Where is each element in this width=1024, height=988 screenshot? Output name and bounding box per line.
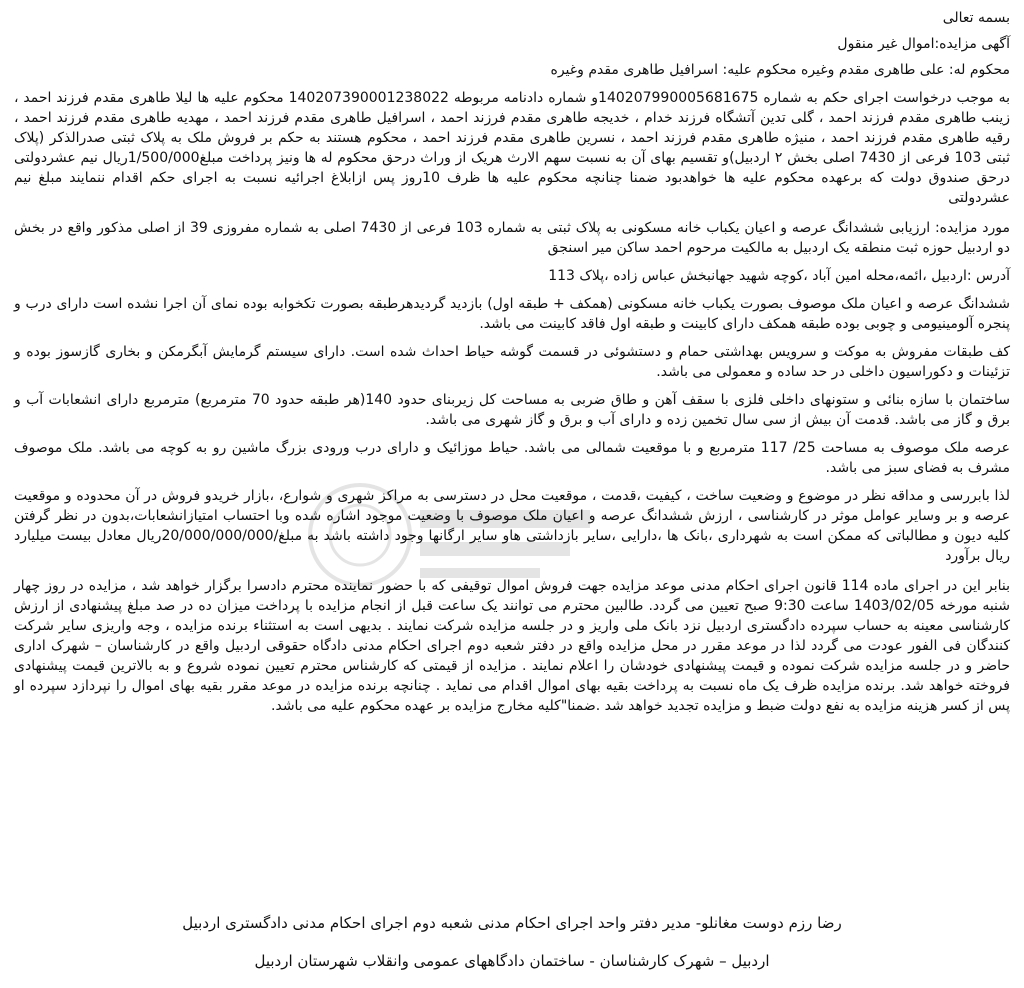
header: [14, 8, 1010, 80]
parties: محکوم له: علی طاهری مقدم وغیره محکوم علیه: اسرافیل طاهری مقدم وغیره: [550, 62, 1010, 78]
footer: [14, 912, 1010, 988]
paragraph-structure: ساختمان با سازه بنائی و ستونهای داخلی فلزی با سقف آهن و طاق ضربی به مساحت کل زیربنای حدود 140(هر طبقه حدود 70 مترمربع) مترمربع دارای انشعابات آب و برق و گاز می باشد. قدمت آن بیش از سی سال تخمین زده و دارای آب و برق و گاز شهری می باشد.: [14, 392, 1010, 428]
paragraph-execution-request: به موجب درخواست اجرای حکم به شماره 140207990005681675و شماره دادنامه مربوطه 140207390001238022 محکوم علیه ها لیلا طاهری مقدم فرزند احمد ، زینب طاهری مقدم فرزند احمد ، گلی تدین آتشگاه فرزند خدام ، خدیجه طاهری مقدم فرزند احمد ، اسرافیل طاهری مقدم فرزند احمد ، مهدیه طاهری مقدم فرزند احمد ، رقیه طاهری مقدم فرزند احمد ، منیژه طاهری مقدم فرزند احمد ، نسرین طاهری مقدم فرزند احمد ، محکوم هستند به حکم بر فروش ملک به پلاک ثبتی صدرالذکر (پلاک ثبتی 103 فرعی از 7430 اصلی بخش ۲ اردبیل)و تقسیم بهای آن به نسبت سهم الارث هریک از وراث درحق محکوم له ها ونیز پرداخت مبلغ1/500/000ریال نیم عشردولتی درحق صندوق دولت که برعهده محکوم علیه ها خواهدبود ضمنا چنانچه محکوم علیه ها ظرف 10روز پس ازابلاغ اجرائیه نسبت به اجرای حکم اقدام ننمایند مبلغ نیم عشردولتی: [14, 90, 1010, 206]
notice-title: آگهی مزایده:اموال غیر منقول: [837, 36, 1010, 52]
paragraph-building-description: ششدانگ عرصه و اعیان ملک موصوف بصورت یکباب خانه مسکونی (همکف + طبقه اول) بازدید گردیدهرطبقه بصورت تکخوابه بوده نمای آن اجرا نشده است دارای درب و پنجره آلومینیومی و چوبی بوده طبقه همکف دارای کابینت و طبقه اول فاقد کابینت می باشد.: [14, 296, 1010, 332]
paragraph-auction-subject: مورد مزایده: ارزیابی ششدانگ عرصه و اعیان یکباب خانه مسکونی به پلاک ثبتی به شماره 103 فرعی از 7430 اصلی به شماره مفروزی 39 از اصلی مذکور واقع در بخش دو اردبیل حوزه ثبت منطقه یک اردبیل به مالکیت مرحوم احمد ساکن میر اسنجق: [14, 220, 1010, 256]
footer-address: اردبیل – شهرک کارشناسان - ساختمان دادگاههای عمومی وانقلاب شهرستان اردبیل: [254, 952, 770, 970]
paragraph-auction-terms: بنابر این در اجرای ماده 114 قانون اجرای احکام مدنی موعد مزایده جهت فروش اموال توقیفی که با حضور نماینده محترم دادسرا برگزار خواهد شد ، مزایده در روز چهار شنبه مورخه 1403/02/05 ساعت 9:30 صبح تعیین می گردد. طالبین محترم می توانند یک ساعت قبل از انجام مزایده با پرداخت میزان ده در صد مبلغ پیشنهادی از ارزش کارشناسی معینه به حساب سپرده دادگستری اردبیل نزد بانک ملی واریز و در جلسه مزایده شرکت نمایند . بدیهی است به استثناء برنده مزایده ، وجه واریزی سایر شرکت کنندگان فی الفور عودت می گردد لذا در موعد مقرر در محل مزایده واقع در دفتر شعبه دوم اجرای احکام مدنی دادگاه حقوقی اردبیل واقع در کارشناسان – شهرک اداری حاضر و در جلسه مزایده شرکت نموده و قیمت پیشنهادی خودشان را اعلام نمایند . مزایده از قیمتی که کارشناس محترم تعیین نموده شروع و به بالاترین قیمت پیشنهادی فروخته خواهد شد. برنده مزایده ظرف یک ماه نسبت به پرداخت بقیه بهای اموال اقدام می نماید . چنانچه برنده مزایده در موعد مقرر بقیه بهای اموال را نپردازد سپرده او پس از کسر هزینه مزایده به نفع دولت ضبط و مزایده تجدید خواهد شد .ضمنا"کلیه مخارج مزایده بر عهده محکوم علیه می باشد.: [14, 578, 1011, 714]
paragraph-floors-utilities: کف طبقات مفروش به موکت و سرویس بهداشتی حمام و دستشوئی در قسمت گوشه حیاط احداث شده است. دارای سیستم گرمایش آبگرمکن و بخاری گازسوز بوده و تزئینات و دکوراسیون داخلی در حد ساده و معمولی می باشد.: [14, 344, 1010, 380]
paragraph-address: آدرس :اردبیل ،ائمه،محله امین آباد ،کوچه شهید جهانبخش عباس زاده ،پلاک 113: [548, 268, 1010, 284]
signatory: رضا رزم دوست مغانلو- مدیر دفتر واحد اجرای احکام مدنی شعبه دوم اجرای احکام مدنی دادگستری اردبیل: [182, 914, 842, 932]
invocation: بسمه تعالی: [942, 10, 1010, 26]
paragraph-land-area: عرصه ملک موصوف به مساحت 25/ 117 مترمربع و با موقعیت شمالی می باشد. حیاط موزائیک و دارای درب ورودی بزرگ ماشین رو به کوچه می باشد. ملک موصوف مشرف به فضای سبز می باشد.: [14, 440, 1010, 476]
notice-body: [14, 88, 1010, 716]
paragraph-valuation: لذا بابررسی و مداقه نظر در موضوع و وضعیت ساخت ، کیفیت ،قدمت ، موقعیت محل در دسترسی به مراکز شهری و شوارع، ،بازار خریدو فروش در آن محدوده و موقعیت عرصه و بر وسایر عوامل موثر در کارشناسی ، ارزش ششدانگ عرصه و اعیان ملک موصوف با وضعیت موجود اشاره شده وبا احتساب امتیازانشعابات،بدون در نظر گرفتن کلیه دیون و مطالباتی که ممکن است به شهرداری ،بانک ها ،دارایی ،سایر بازداشتی هاو سایر ارگانها وجود داشته باشد به مبلغ/20/000/000/000ریال معادل بیست میلیارد ریال برآورد: [14, 488, 1010, 564]
